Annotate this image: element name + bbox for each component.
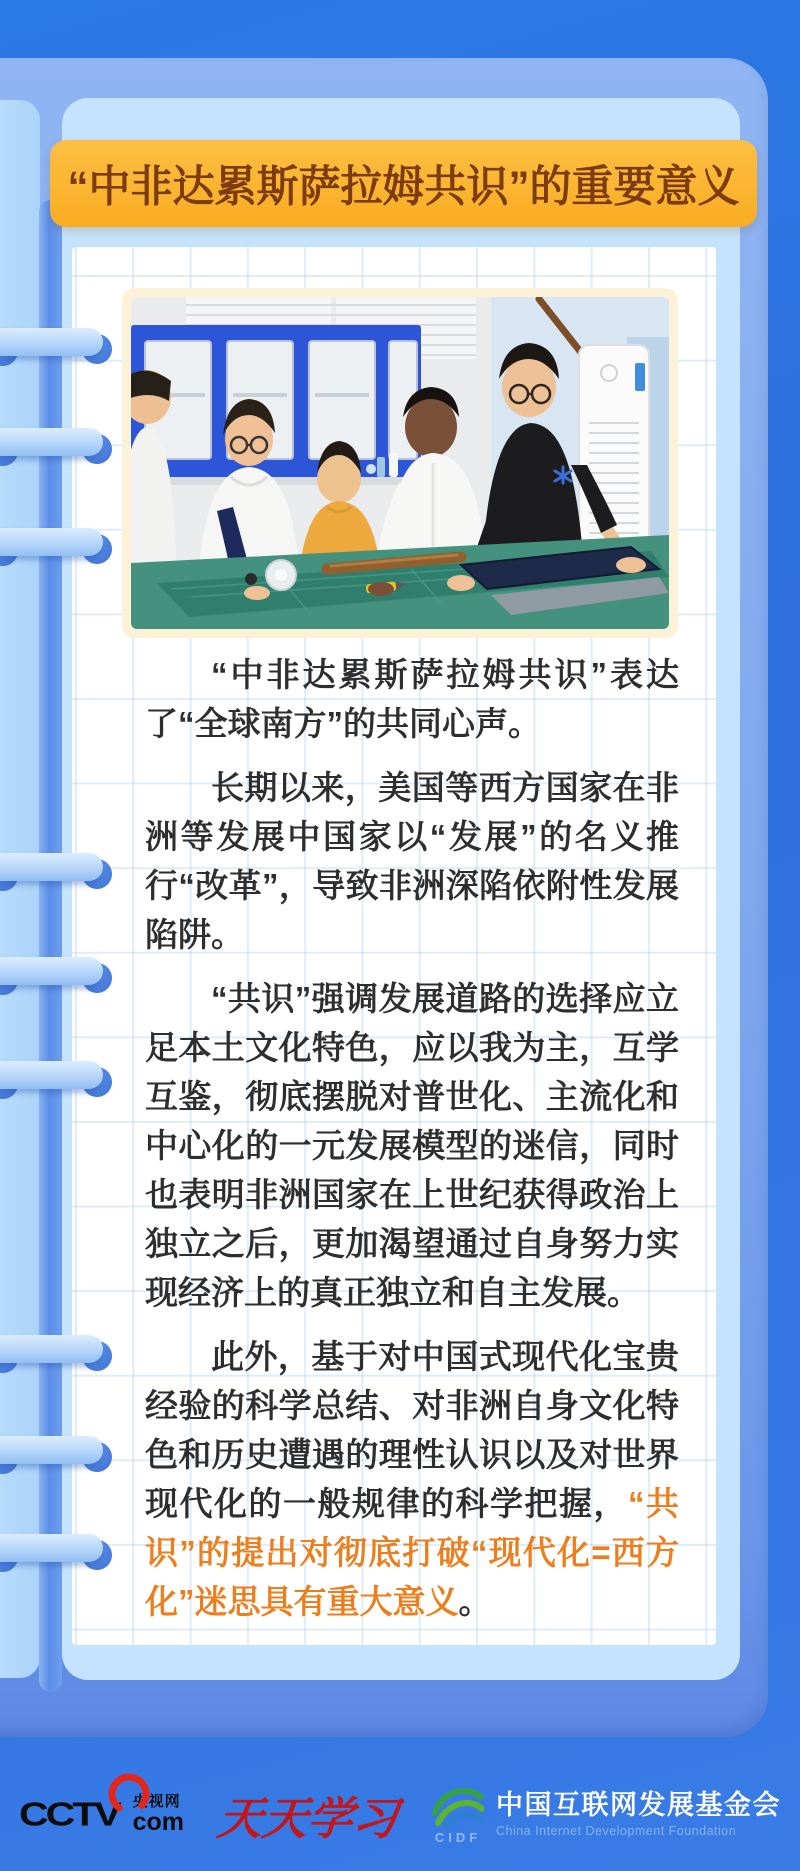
ring-pill-icon [0,528,103,556]
paragraph-text: 。 [458,1583,492,1620]
cidf-name-cn: 中国互联网发展基金会 [496,1789,782,1820]
binder-ring [0,528,114,562]
photo-illustration [131,297,669,629]
paragraph: “共识”强调发展道路的选择应立足本土文化特色，应以我为主，互学互鉴，彻底摆脱对普世化、主流化和中心化的一元发展模型的迷信，同时也表明非洲国家在上世纪获得政治上独立之后，更加渴望通过自身努力实现经济上的真正独立和自主发展。 [145,980,679,1311]
paragraph [145,1332,679,1626]
binder-ring [0,853,114,887]
cctv-cn-label: 央视网 [132,1792,181,1810]
photo-frame [122,288,678,638]
ring-pill-icon [0,1335,103,1363]
binder-ring [0,1534,114,1568]
cctv-swoosh-icon [103,1770,155,1822]
binder-ring [0,428,114,462]
cidf-abbr: CIDF [434,1830,482,1845]
ring-pill-icon [0,1436,103,1464]
ring-pill-icon [0,428,103,456]
paragraph: “中非达累斯萨拉姆共识”表达了“全球南方”的共同心声。 [145,656,679,742]
binder-ring [0,1335,114,1369]
title-banner [50,140,757,227]
binder-ring [0,957,114,991]
highlight-text: “共识”的提出对彻底打破“现代化=西方化”迷思具有重大意义 [145,1485,679,1620]
tiantian-xuexi-logo: 天天学习 [214,1791,401,1845]
paragraph: 长期以来，美国等西方国家在非洲等发展中国家以“发展”的名义推行“改革”，导致非洲深陷依附性发展陷阱。 [145,769,679,953]
binder-ring [0,1061,114,1095]
cidf-globe-icon [432,1783,484,1829]
paragraph-text: 此外，基于对中国式现代化宝贵经验的科学总结、对非洲自身文化特色和历史遭遇的理性认识以及对世界现代化的一般规律的科学把握， [145,1338,679,1522]
page-title: “中非达累斯萨拉姆共识”的重要意义 [67,161,740,211]
article [145,650,679,1641]
ring-pill-icon [0,328,103,356]
ring-pill-icon [0,1061,103,1089]
cidf-logo [432,1783,781,1845]
cidf-name-en: China Internet Development Foundation [496,1823,737,1838]
cctv-com-label: com [132,1807,184,1836]
cctv-logo [19,1786,184,1842]
binder-ring [0,328,114,362]
cctv-wordmark: CCTV [18,1794,119,1833]
ring-pill-icon [0,853,103,881]
binder-ring [0,1436,114,1470]
footer-logos [0,1779,800,1849]
ring-pill-icon [0,1534,103,1562]
ring-pill-icon [0,957,103,985]
